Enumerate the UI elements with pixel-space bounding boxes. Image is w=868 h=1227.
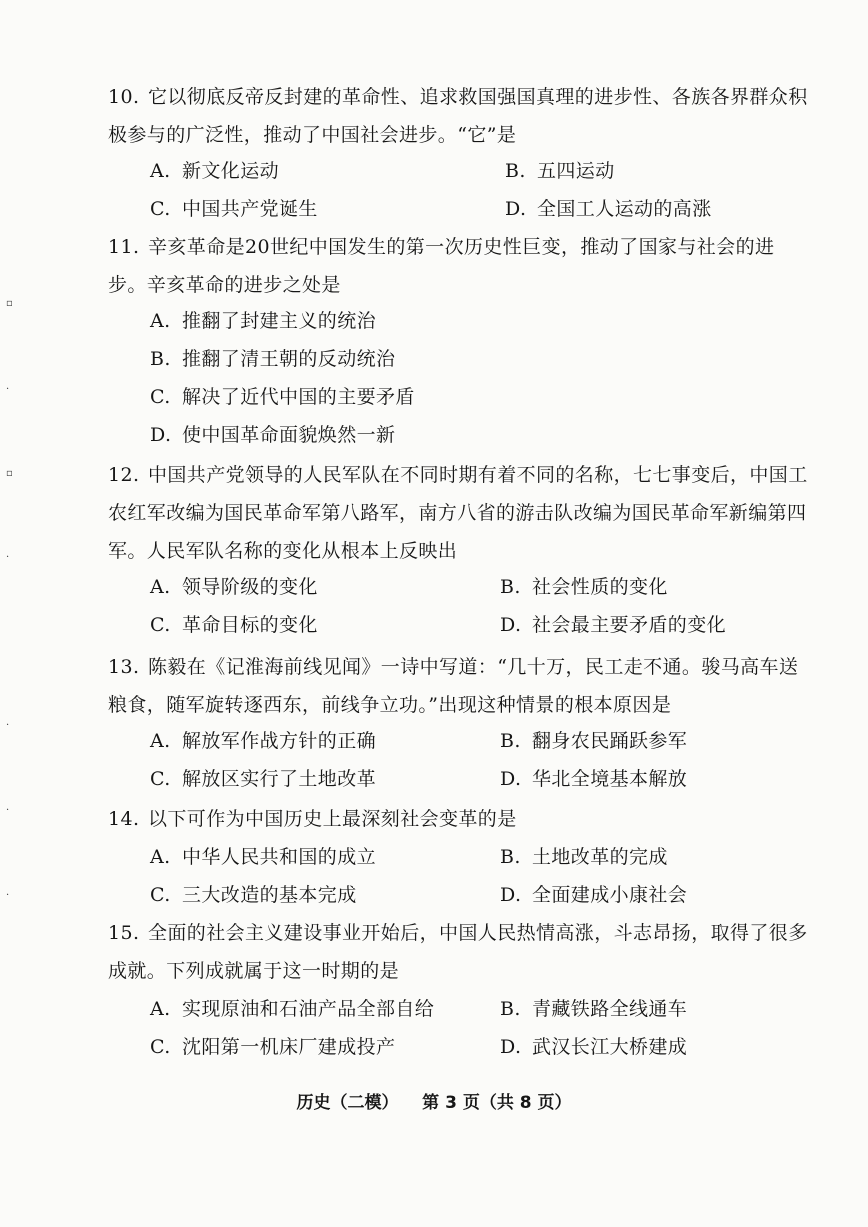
- option-key: A.: [150, 730, 171, 752]
- question-number: 13.: [108, 656, 140, 678]
- option-key: B.: [500, 846, 521, 868]
- option-c: [150, 760, 376, 798]
- question-stem: [108, 914, 808, 990]
- option-text: 全面建成小康社会: [532, 884, 688, 906]
- question-13: [108, 648, 808, 724]
- question-stem: [108, 456, 808, 570]
- option-d: [505, 190, 712, 228]
- question-15: [108, 914, 808, 990]
- question-text: 中国共产党领导的人民军队在不同时期有着不同的名称，七七事变后，中国工农红军改编为国民革命军第八路军，南方八省的游击队改编为国民革命军新编第四军。人民军队名称的变化从根本上反映出: [108, 464, 808, 562]
- option-key: C.: [150, 386, 171, 408]
- question-14: [108, 800, 808, 838]
- option-text: 推翻了清王朝的反动统治: [182, 348, 396, 370]
- option-key: B.: [500, 576, 521, 598]
- option-text: 领导阶级的变化: [182, 576, 318, 598]
- option-d: [150, 416, 395, 454]
- option-text: 华北全境基本解放: [532, 768, 688, 790]
- option-text: 社会性质的变化: [532, 576, 668, 598]
- option-d: [500, 1028, 687, 1066]
- binding-mark: ·: [6, 384, 10, 395]
- question-stem: [108, 648, 808, 724]
- question-text: 它以彻底反帝反封建的革命性、追求救国强国真理的进步性、各族各界群众积极参与的广泛性，推动了中国社会进步。“它”是: [108, 86, 808, 146]
- option-text: 推翻了封建主义的统治: [182, 310, 377, 332]
- option-key: A.: [150, 160, 171, 182]
- option-c: [150, 876, 357, 914]
- option-d: [500, 606, 726, 644]
- question-number: 14.: [108, 808, 140, 830]
- option-a: [150, 990, 434, 1028]
- option-text: 中国共产党诞生: [182, 198, 318, 220]
- option-key: B.: [500, 998, 521, 1020]
- option-a: [150, 722, 376, 760]
- option-key: B.: [150, 348, 171, 370]
- question-stem: [108, 228, 808, 304]
- option-key: C.: [150, 884, 171, 906]
- binding-mark: ·: [6, 720, 10, 731]
- option-c: [150, 190, 318, 228]
- binding-mark: ·: [6, 805, 10, 816]
- option-key: A.: [150, 998, 171, 1020]
- question-11: [108, 228, 808, 304]
- option-text: 解放区实行了土地改革: [182, 768, 377, 790]
- question-12: [108, 456, 808, 570]
- question-10: [108, 78, 808, 154]
- question-number: 15.: [108, 922, 140, 944]
- option-key: A.: [150, 576, 171, 598]
- option-text: 解放军作战方针的正确: [182, 730, 377, 752]
- page-footer: [0, 1088, 868, 1113]
- binding-mark: ▫: [6, 298, 13, 309]
- option-key: D.: [500, 768, 522, 790]
- option-text: 新文化运动: [182, 160, 280, 182]
- option-b: [500, 722, 687, 760]
- option-key: B.: [500, 730, 521, 752]
- option-text: 青藏铁路全线通车: [532, 998, 688, 1020]
- option-b: [500, 838, 668, 876]
- option-a: [150, 838, 376, 876]
- option-key: D.: [500, 614, 522, 636]
- option-b: [150, 340, 395, 378]
- question-text: 以下可作为中国历史上最深刻社会变革的是: [148, 808, 517, 830]
- option-c: [150, 378, 415, 416]
- option-text: 三大改造的基本完成: [182, 884, 357, 906]
- option-text: 中华人民共和国的成立: [182, 846, 377, 868]
- option-d: [500, 760, 687, 798]
- question-stem: [108, 800, 808, 838]
- option-text: 武汉长江大桥建成: [532, 1036, 688, 1058]
- footer-page-number: 第 3 页（共 8 页）: [422, 1093, 572, 1113]
- option-a: [150, 152, 279, 190]
- option-text: 社会最主要矛盾的变化: [532, 614, 727, 636]
- question-stem: [108, 78, 808, 154]
- option-a: [150, 568, 318, 606]
- option-key: B.: [505, 160, 526, 182]
- option-key: C.: [150, 768, 171, 790]
- option-c: [150, 1028, 395, 1066]
- option-text: 沈阳第一机床厂建成投产: [182, 1036, 396, 1058]
- option-d: [500, 876, 687, 914]
- footer-subject: 历史（二模）: [296, 1093, 399, 1113]
- question-text: 辛亥革命是20世纪中国发生的第一次历史性巨变，推动了国家与社会的进步。辛亥革命的进步之处是: [108, 236, 775, 296]
- option-c: [150, 606, 318, 644]
- question-text: 陈毅在《记淮海前线见闻》一诗中写道：“几十万，民工走不通。骏马高车送粮食，随军旋转逐西东，前线争立功。”出现这种情景的根本原因是: [108, 656, 799, 716]
- option-text: 翻身农民踊跃参军: [532, 730, 688, 752]
- option-key: D.: [500, 1036, 522, 1058]
- option-b: [505, 152, 615, 190]
- option-text: 实现原油和石油产品全部自给: [182, 998, 435, 1020]
- option-key: D.: [505, 198, 527, 220]
- option-key: C.: [150, 1036, 171, 1058]
- option-key: A.: [150, 846, 171, 868]
- option-text: 五四运动: [537, 160, 615, 182]
- question-number: 10.: [108, 86, 140, 108]
- option-text: 使中国革命面貌焕然一新: [182, 424, 396, 446]
- option-key: C.: [150, 614, 171, 636]
- option-text: 革命目标的变化: [182, 614, 318, 636]
- binding-mark: ·: [6, 552, 10, 563]
- option-key: D.: [150, 424, 172, 446]
- option-a: [150, 302, 376, 340]
- question-number: 11.: [108, 236, 140, 258]
- option-key: D.: [500, 884, 522, 906]
- option-text: 解决了近代中国的主要矛盾: [182, 386, 415, 408]
- option-text: 全国工人运动的高涨: [537, 198, 712, 220]
- option-key: A.: [150, 310, 171, 332]
- binding-mark: ·: [6, 890, 10, 901]
- binding-mark: ▫: [6, 468, 13, 479]
- option-b: [500, 990, 687, 1028]
- option-key: C.: [150, 198, 171, 220]
- question-number: 12.: [108, 464, 140, 486]
- question-text: 全面的社会主义建设事业开始后，中国人民热情高涨，斗志昂扬，取得了很多成就。下列成就属于这一时期的是: [108, 922, 808, 982]
- option-text: 土地改革的完成: [532, 846, 668, 868]
- option-b: [500, 568, 668, 606]
